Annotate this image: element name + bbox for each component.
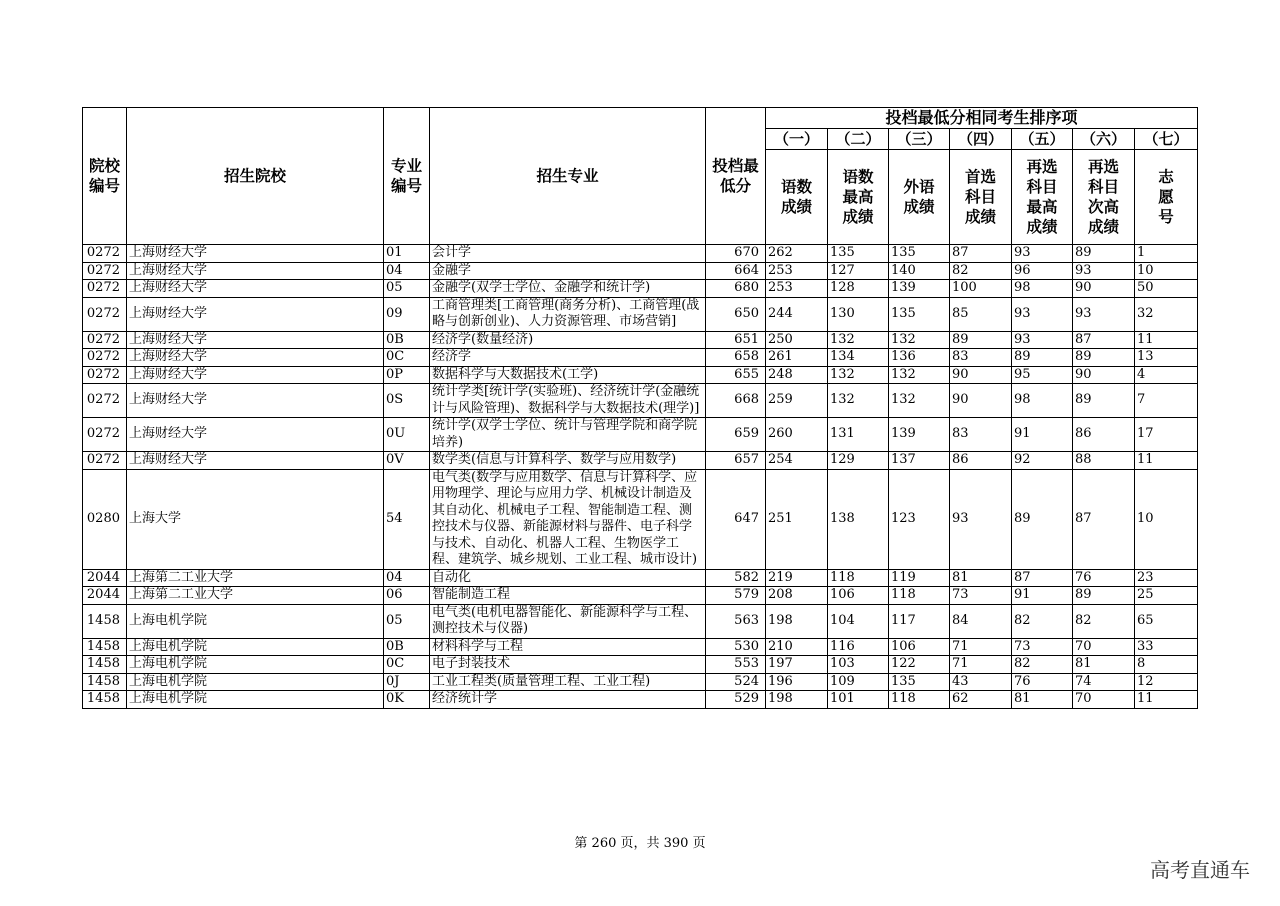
chinese-math-max-cell: 128 — [828, 280, 889, 298]
chinese-math-cell: 197 — [766, 656, 828, 674]
chinese-math-max-cell: 116 — [828, 638, 889, 656]
major-name-cell: 自动化 — [430, 569, 706, 587]
header-order: （六） — [1073, 129, 1135, 150]
min-score-cell: 658 — [706, 349, 766, 367]
school-code-cell: 1458 — [83, 691, 127, 709]
school-code-cell: 2044 — [83, 569, 127, 587]
major-name-cell: 电气类(数学与应用数学、信息与计算科学、应用物理学、理论与应用力学、机械设计制造及其自动化、机械电子工程、智能制造工程、测控技术与仪器、新能源材料与器件、电子科学与技术、自动化、机器人工程、生物医学工程、建筑学、城乡规划、工业工程、城市设计) — [430, 469, 706, 569]
major-code-cell: 0K — [384, 691, 430, 709]
header-tiebreak-group: 投档最低分相同考生排序项 — [766, 108, 1198, 129]
major-code-cell: 0V — [384, 452, 430, 470]
elective-max-cell: 82 — [1012, 604, 1073, 638]
chinese-math-cell: 198 — [766, 691, 828, 709]
elective-second-cell: 82 — [1073, 604, 1135, 638]
elective-second-cell: 70 — [1073, 638, 1135, 656]
header-order: （三） — [889, 129, 950, 150]
school-code-cell: 0272 — [83, 384, 127, 418]
school-code-cell: 0272 — [83, 366, 127, 384]
school-name-cell: 上海财经大学 — [127, 349, 384, 367]
school-code-cell: 1458 — [83, 656, 127, 674]
chinese-math-max-cell: 132 — [828, 331, 889, 349]
chinese-math-cell: 198 — [766, 604, 828, 638]
preference-no-cell: 11 — [1135, 331, 1198, 349]
school-code-cell: 0272 — [83, 331, 127, 349]
preference-no-cell: 1 — [1135, 245, 1198, 263]
chinese-math-max-cell: 138 — [828, 469, 889, 569]
preference-no-cell: 8 — [1135, 656, 1198, 674]
foreign-lang-cell: 119 — [889, 569, 950, 587]
elective-second-cell: 74 — [1073, 673, 1135, 691]
first-subject-cell: 62 — [950, 691, 1012, 709]
min-score-cell: 670 — [706, 245, 766, 263]
header-item: 再选科目最高成绩 — [1012, 150, 1073, 245]
major-name-cell: 工业工程类(质量管理工程、工业工程) — [430, 673, 706, 691]
header-order: （四） — [950, 129, 1012, 150]
table-row — [83, 349, 1198, 367]
elective-second-cell: 90 — [1073, 280, 1135, 298]
school-code-cell: 1458 — [83, 638, 127, 656]
min-score-cell: 647 — [706, 469, 766, 569]
school-name-cell: 上海财经大学 — [127, 366, 384, 384]
school-name-cell: 上海电机学院 — [127, 656, 384, 674]
chinese-math-cell: 208 — [766, 587, 828, 605]
major-name-cell: 经济统计学 — [430, 691, 706, 709]
table-header — [83, 108, 1198, 245]
elective-max-cell: 76 — [1012, 673, 1073, 691]
elective-second-cell: 87 — [1073, 331, 1135, 349]
min-score-cell: 657 — [706, 452, 766, 470]
chinese-math-cell: 219 — [766, 569, 828, 587]
major-code-cell: 0C — [384, 349, 430, 367]
elective-second-cell: 87 — [1073, 469, 1135, 569]
foreign-lang-cell: 132 — [889, 366, 950, 384]
table-row — [83, 587, 1198, 605]
header-item: 语数最高成绩 — [828, 150, 889, 245]
school-name-cell: 上海财经大学 — [127, 331, 384, 349]
first-subject-cell: 89 — [950, 331, 1012, 349]
school-name-cell: 上海第二工业大学 — [127, 587, 384, 605]
elective-max-cell: 87 — [1012, 569, 1073, 587]
elective-max-cell: 96 — [1012, 262, 1073, 280]
table-row — [83, 331, 1198, 349]
header-min-score: 投档最低分 — [706, 108, 766, 245]
chinese-math-max-cell: 132 — [828, 384, 889, 418]
foreign-lang-cell: 117 — [889, 604, 950, 638]
elective-max-cell: 81 — [1012, 691, 1073, 709]
school-name-cell: 上海电机学院 — [127, 673, 384, 691]
min-score-cell: 582 — [706, 569, 766, 587]
school-name-cell: 上海第二工业大学 — [127, 569, 384, 587]
major-code-cell: 0J — [384, 673, 430, 691]
chinese-math-max-cell: 101 — [828, 691, 889, 709]
first-subject-cell: 93 — [950, 469, 1012, 569]
preference-no-cell: 17 — [1135, 418, 1198, 452]
chinese-math-max-cell: 127 — [828, 262, 889, 280]
min-score-cell: 680 — [706, 280, 766, 298]
header-school-name: 招生院校 — [127, 108, 384, 245]
elective-second-cell: 88 — [1073, 452, 1135, 470]
elective-second-cell: 90 — [1073, 366, 1135, 384]
school-code-cell: 0280 — [83, 469, 127, 569]
chinese-math-cell: 251 — [766, 469, 828, 569]
foreign-lang-cell: 139 — [889, 418, 950, 452]
school-name-cell: 上海财经大学 — [127, 280, 384, 298]
elective-second-cell: 89 — [1073, 587, 1135, 605]
foreign-lang-cell: 122 — [889, 656, 950, 674]
school-code-cell: 0272 — [83, 452, 127, 470]
header-major-name: 招生专业 — [430, 108, 706, 245]
chinese-math-cell: 261 — [766, 349, 828, 367]
preference-no-cell: 11 — [1135, 452, 1198, 470]
table-body — [83, 245, 1198, 709]
major-code-cell: 06 — [384, 587, 430, 605]
elective-second-cell: 86 — [1073, 418, 1135, 452]
chinese-math-cell: 262 — [766, 245, 828, 263]
chinese-math-max-cell: 104 — [828, 604, 889, 638]
elective-second-cell: 76 — [1073, 569, 1135, 587]
elective-max-cell: 92 — [1012, 452, 1073, 470]
chinese-math-cell: 244 — [766, 297, 828, 331]
foreign-lang-cell: 118 — [889, 691, 950, 709]
min-score-cell: 529 — [706, 691, 766, 709]
school-name-cell: 上海财经大学 — [127, 262, 384, 280]
chinese-math-max-cell: 118 — [828, 569, 889, 587]
major-name-cell: 统计学类[统计学(实验班)、经济统计学(金融统计与风险管理)、数据科学与大数据技术(理学)] — [430, 384, 706, 418]
major-name-cell: 经济学 — [430, 349, 706, 367]
chinese-math-cell: 254 — [766, 452, 828, 470]
school-code-cell: 0272 — [83, 418, 127, 452]
major-name-cell: 电气类(电机电器智能化、新能源科学与工程、测控技术与仪器) — [430, 604, 706, 638]
major-name-cell: 金融学 — [430, 262, 706, 280]
foreign-lang-cell: 118 — [889, 587, 950, 605]
school-name-cell: 上海财经大学 — [127, 384, 384, 418]
chinese-math-max-cell: 134 — [828, 349, 889, 367]
elective-max-cell: 93 — [1012, 297, 1073, 331]
elective-max-cell: 73 — [1012, 638, 1073, 656]
preference-no-cell: 10 — [1135, 262, 1198, 280]
first-subject-cell: 83 — [950, 418, 1012, 452]
first-subject-cell: 86 — [950, 452, 1012, 470]
foreign-lang-cell: 135 — [889, 245, 950, 263]
table-row — [83, 280, 1198, 298]
preference-no-cell: 65 — [1135, 604, 1198, 638]
chinese-math-cell: 259 — [766, 384, 828, 418]
first-subject-cell: 84 — [950, 604, 1012, 638]
elective-max-cell: 89 — [1012, 349, 1073, 367]
elective-max-cell: 93 — [1012, 331, 1073, 349]
school-name-cell: 上海电机学院 — [127, 604, 384, 638]
min-score-cell: 651 — [706, 331, 766, 349]
school-name-cell: 上海财经大学 — [127, 452, 384, 470]
major-name-cell: 数学类(信息与计算科学、数学与应用数学) — [430, 452, 706, 470]
table-row — [83, 418, 1198, 452]
major-name-cell: 工商管理类[工商管理(商务分析)、工商管理(战略与创新创业)、人力资源管理、市场营销] — [430, 297, 706, 331]
chinese-math-cell: 196 — [766, 673, 828, 691]
chinese-math-cell: 210 — [766, 638, 828, 656]
foreign-lang-cell: 137 — [889, 452, 950, 470]
table-row — [83, 569, 1198, 587]
school-code-cell: 0272 — [83, 280, 127, 298]
table-row — [83, 673, 1198, 691]
chinese-math-max-cell: 131 — [828, 418, 889, 452]
elective-max-cell: 98 — [1012, 280, 1073, 298]
elective-max-cell: 89 — [1012, 469, 1073, 569]
preference-no-cell: 32 — [1135, 297, 1198, 331]
foreign-lang-cell: 139 — [889, 280, 950, 298]
chinese-math-max-cell: 103 — [828, 656, 889, 674]
table-row — [83, 638, 1198, 656]
min-score-cell: 579 — [706, 587, 766, 605]
first-subject-cell: 71 — [950, 656, 1012, 674]
major-code-cell: 05 — [384, 280, 430, 298]
chinese-math-cell: 253 — [766, 262, 828, 280]
table-row — [83, 384, 1198, 418]
school-code-cell: 2044 — [83, 587, 127, 605]
elective-second-cell: 89 — [1073, 384, 1135, 418]
preference-no-cell: 12 — [1135, 673, 1198, 691]
first-subject-cell: 43 — [950, 673, 1012, 691]
min-score-cell: 668 — [706, 384, 766, 418]
header-order: （二） — [828, 129, 889, 150]
major-code-cell: 05 — [384, 604, 430, 638]
first-subject-cell: 85 — [950, 297, 1012, 331]
first-subject-cell: 87 — [950, 245, 1012, 263]
table-row — [83, 469, 1198, 569]
table-row — [83, 452, 1198, 470]
elective-second-cell: 81 — [1073, 656, 1135, 674]
header-order: （七） — [1135, 129, 1198, 150]
first-subject-cell: 83 — [950, 349, 1012, 367]
first-subject-cell: 82 — [950, 262, 1012, 280]
min-score-cell: 650 — [706, 297, 766, 331]
chinese-math-max-cell: 130 — [828, 297, 889, 331]
first-subject-cell: 81 — [950, 569, 1012, 587]
elective-second-cell: 70 — [1073, 691, 1135, 709]
table-row — [83, 297, 1198, 331]
min-score-cell: 553 — [706, 656, 766, 674]
chinese-math-max-cell: 129 — [828, 452, 889, 470]
foreign-lang-cell: 135 — [889, 673, 950, 691]
foreign-lang-cell: 123 — [889, 469, 950, 569]
elective-second-cell: 89 — [1073, 245, 1135, 263]
header-order: （五） — [1012, 129, 1073, 150]
header-school-code: 院校编号 — [83, 108, 127, 245]
school-name-cell: 上海财经大学 — [127, 245, 384, 263]
chinese-math-cell: 253 — [766, 280, 828, 298]
major-code-cell: 54 — [384, 469, 430, 569]
admission-table-container — [82, 107, 1197, 709]
preference-no-cell: 4 — [1135, 366, 1198, 384]
major-name-cell: 金融学(双学士学位、金融学和统计学) — [430, 280, 706, 298]
admission-score-table — [82, 107, 1198, 709]
elective-second-cell: 93 — [1073, 297, 1135, 331]
chinese-math-cell: 260 — [766, 418, 828, 452]
preference-no-cell: 13 — [1135, 349, 1198, 367]
preference-no-cell: 10 — [1135, 469, 1198, 569]
elective-max-cell: 91 — [1012, 418, 1073, 452]
major-code-cell: 0B — [384, 638, 430, 656]
major-code-cell: 01 — [384, 245, 430, 263]
chinese-math-cell: 248 — [766, 366, 828, 384]
foreign-lang-cell: 106 — [889, 638, 950, 656]
header-item: 语数成绩 — [766, 150, 828, 245]
table-row — [83, 366, 1198, 384]
header-order: （一） — [766, 129, 828, 150]
major-code-cell: 04 — [384, 262, 430, 280]
school-code-cell: 0272 — [83, 262, 127, 280]
foreign-lang-cell: 135 — [889, 297, 950, 331]
preference-no-cell: 7 — [1135, 384, 1198, 418]
major-name-cell: 数据科学与大数据技术(工学) — [430, 366, 706, 384]
preference-no-cell: 50 — [1135, 280, 1198, 298]
school-name-cell: 上海电机学院 — [127, 691, 384, 709]
table-row — [83, 604, 1198, 638]
major-code-cell: 0P — [384, 366, 430, 384]
major-name-cell: 统计学(双学士学位、统计与管理学院和商学院培养) — [430, 418, 706, 452]
preference-no-cell: 25 — [1135, 587, 1198, 605]
min-score-cell: 659 — [706, 418, 766, 452]
header-major-code: 专业编号 — [384, 108, 430, 245]
elective-max-cell: 95 — [1012, 366, 1073, 384]
preference-no-cell: 33 — [1135, 638, 1198, 656]
min-score-cell: 655 — [706, 366, 766, 384]
major-name-cell: 经济学(数量经济) — [430, 331, 706, 349]
preference-no-cell: 11 — [1135, 691, 1198, 709]
school-code-cell: 1458 — [83, 673, 127, 691]
foreign-lang-cell: 140 — [889, 262, 950, 280]
elective-second-cell: 89 — [1073, 349, 1135, 367]
header-item: 再选科目次高成绩 — [1073, 150, 1135, 245]
page-footer: 第 260 页，共 390 页 — [574, 836, 706, 851]
elective-second-cell: 93 — [1073, 262, 1135, 280]
header-item: 外语成绩 — [889, 150, 950, 245]
school-code-cell: 0272 — [83, 349, 127, 367]
elective-max-cell: 91 — [1012, 587, 1073, 605]
major-code-cell: 0B — [384, 331, 430, 349]
school-code-cell: 1458 — [83, 604, 127, 638]
foreign-lang-cell: 132 — [889, 384, 950, 418]
header-item: 首选科目成绩 — [950, 150, 1012, 245]
major-code-cell: 0U — [384, 418, 430, 452]
chinese-math-cell: 250 — [766, 331, 828, 349]
chinese-math-max-cell: 109 — [828, 673, 889, 691]
min-score-cell: 530 — [706, 638, 766, 656]
chinese-math-max-cell: 106 — [828, 587, 889, 605]
watermark: 高考直通车 — [1150, 858, 1250, 882]
foreign-lang-cell: 136 — [889, 349, 950, 367]
school-name-cell: 上海大学 — [127, 469, 384, 569]
major-code-cell: 09 — [384, 297, 430, 331]
min-score-cell: 524 — [706, 673, 766, 691]
table-row — [83, 656, 1198, 674]
major-name-cell: 电子封装技术 — [430, 656, 706, 674]
chinese-math-max-cell: 135 — [828, 245, 889, 263]
min-score-cell: 563 — [706, 604, 766, 638]
table-row — [83, 245, 1198, 263]
school-code-cell: 0272 — [83, 245, 127, 263]
header-item: 志愿号 — [1135, 150, 1198, 245]
elective-max-cell: 98 — [1012, 384, 1073, 418]
major-name-cell: 智能制造工程 — [430, 587, 706, 605]
school-name-cell: 上海财经大学 — [127, 418, 384, 452]
table-row — [83, 262, 1198, 280]
first-subject-cell: 90 — [950, 366, 1012, 384]
foreign-lang-cell: 132 — [889, 331, 950, 349]
major-name-cell: 材料科学与工程 — [430, 638, 706, 656]
min-score-cell: 664 — [706, 262, 766, 280]
major-code-cell: 0C — [384, 656, 430, 674]
elective-max-cell: 93 — [1012, 245, 1073, 263]
elective-max-cell: 82 — [1012, 656, 1073, 674]
major-code-cell: 04 — [384, 569, 430, 587]
major-code-cell: 0S — [384, 384, 430, 418]
first-subject-cell: 73 — [950, 587, 1012, 605]
school-code-cell: 0272 — [83, 297, 127, 331]
chinese-math-max-cell: 132 — [828, 366, 889, 384]
preference-no-cell: 23 — [1135, 569, 1198, 587]
school-name-cell: 上海财经大学 — [127, 297, 384, 331]
school-name-cell: 上海电机学院 — [127, 638, 384, 656]
major-name-cell: 会计学 — [430, 245, 706, 263]
first-subject-cell: 90 — [950, 384, 1012, 418]
table-row — [83, 691, 1198, 709]
first-subject-cell: 100 — [950, 280, 1012, 298]
first-subject-cell: 71 — [950, 638, 1012, 656]
